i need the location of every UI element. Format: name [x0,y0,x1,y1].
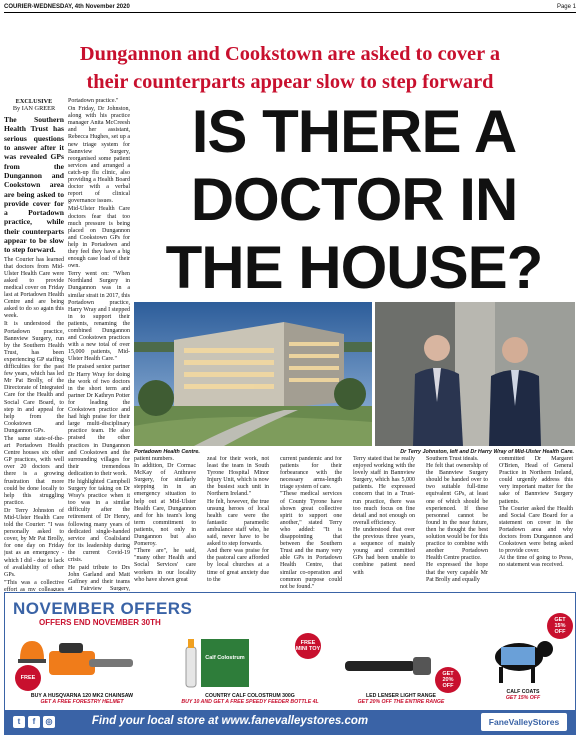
paragraph: The same state-of-the-art Portadown Health Centre houses six other GP practices, with well over 20 doctors and there is a growing frustration that more could be done locally to help this struggling practice. [4,435,64,506]
offer-name: BUY A HUSQVARNA 120 MK2 CHAINSAW [30,693,134,699]
paragraph: Terry went on: "When Northland Surgery in Dungannon was in a similar strait in 2017, this Portadown practice, Harry Wray and I stepped in to support their patients, renaming the combined Dungannon and Cookstown practices with a new total of over 15,000 patients, Mid-Ulster Health Care." [68,271,130,363]
offer-colostrum [165,693,335,705]
fifteen-percent-badge: GET 15% OFF [547,613,573,639]
paragraph: He highlighted Campbell Surgery for taking on Dr Wray's practice when it too was in a similar difficulty after the retirement of Dr Henry, following many years of dedicated single-handed service and Coalisland for its leadership during the current Covid-19 crisis. [68,478,130,563]
helmet-image [17,637,47,667]
chainsaw-image [45,633,135,685]
free-mini-toy-badge: FREE MINI TOY [295,633,321,659]
issue-date: COURIER-WEDNESDAY, 4th November 2020 [4,4,130,10]
lower-column-6: committed Dr Margaret O'Brien, Head of General Practice in Northern Ireland, could urgently address this very important matter for the sake of Bannview Surgery patients. The Courier asked the Health and Social Care Board for a statement on cover in the Portadown area and why doctors from Dungannon and Cookstown were being asked to provide cover. At the time of going to Press, no statement was received. [499,456,573,569]
page-number: Page 1 [556,4,576,10]
offer-detail: GET A FREE FORESTRY HELMET [40,699,124,705]
red-headline-line-1: Dungannon and Cookstown are asked to cover a [79,43,501,65]
lower-column-2: zeal for their work, not least the team in South Tyrone Hospital Minor Injury Unit, which is now the busiest such unit in Northern Ireland." He felt, however, the true unsung heroes of local health care were the fantastic paramedic ambulance staff who, he said, never have to be asked to step forwards. And there was praise for the pastoral care afforded by local churches at a time of great anxiety due to the [207,456,269,583]
paragraph: Dr Terry Johnston of Mid-Ulster Health Care told the Courier: "I was personally asked to cover, by Mr Pat Brolly, for one day on Friday just as an emergency - which I did - due to lack of availability of other GPs. [4,507,64,578]
paragraph: The Courier has learned that doctors from Mid-Ulster Health Care were asked to provide medical cover on Friday last at Portadown Health Centre and are being asked to do so again this week. [4,256,64,320]
doctors-photo [375,302,575,446]
main-headline-line-1: IS THERE A [191,98,517,165]
advert-title: NOVEMBER OFFERS [13,599,193,618]
paragraph: Portadown practice." [68,98,119,104]
main-headline-line-2: DOCTOR IN [190,166,518,233]
instagram-icon[interactable]: ◎ [43,716,55,728]
lower-column-3: current pandemic and for patients for their forbearance with the necessary arms-length triage system of care. "These medical services of County Tyrone have shown great collective spirit to support one another," stated Terry who added: "It is disappointing that between the Southern Trust and the many very able GPs in Portadown Health Centre, that similar co-operation and common purpose could not be found." [280,456,342,590]
paragraph: It is understood the Portadown practice, Bannview Surgery, run by the Southern Health Trust, has been experiencing GP staffing difficulties for the past few years, which has led Mr Pat Brolly, of the Directorate of Integrated Care for the Health and Social Care Board, to step in and appeal for help from the Cookstown and Dungannon GPs. [4,321,64,434]
main-headline [134,98,574,302]
advert-fane-valley[interactable] [4,592,576,735]
photo-caption-doctors: Dr Terry Johnston, left and Dr Harry Wray of Mid-Ulster Health Care. [400,449,574,455]
facebook-icon[interactable]: f [28,716,40,728]
health-centre-photo [134,302,372,446]
byline: By IAN GREER [12,105,56,113]
main-headline-line-3: THE HOUSE? [165,234,543,301]
twenty-percent-badge: GET 20% OFF [435,667,461,693]
offer-detail: BUY 10 AND GET A FREE SPEEDY FEEDER BOTTLE 4L [181,699,319,705]
store-finder-link[interactable]: Find your local store at www.fanevalleystores.com [91,715,369,727]
free-badge: FREE [15,665,41,691]
photo-caption-building: Portadown Health Centre. [134,449,200,455]
feeder-bottle-image [183,637,199,689]
paragraph: He praised senior partner Dr Harry Wray for doing the work of two doctors in the short term and partner Dr Kathryn Potter for leading the Cookstown practice and had high praise for their large multi-disciplinary practice team. He also praised the other practices in Dungannon and Cookstown and the surrounding villages for their tremendous dedication to their work. [68,364,130,477]
page-header-bar [4,2,576,13]
lower-column-4: Terry stated that he really enjoyed working with the lovely staff in Bannview Surgery, which has 5,000 patients. He expressed concern that in a Trust-run practice, there was too much focus on fine detail and not enough on overall efficiency. He understood that over the previous three years, a sequence of mainly young and committed GPs had been unable to combine patient need with [353,456,415,576]
paragraph: "This was a collective effort as my colleagues [4,579,64,591]
offer-detail: GET 20% OFF THE ENTIRE RANGE [357,699,445,705]
offer-name: LED LENSER LIGHT RANGE [365,693,437,699]
calf-image [483,629,555,687]
offer-name: CALF COATS [506,689,540,695]
twitter-icon[interactable]: t [13,716,25,728]
advert-footer [5,710,575,734]
article-column-2 [68,98,130,591]
paragraph: He paid tribute to Drs John Garland and Matt Gaffney and their teams at Fairview Surgery, [68,565,130,591]
exclusive-label: EXCLUSIVE [15,98,53,105]
red-headline-line-2: their counterparts appear slow to step forward [86,71,494,93]
offer-chainsaw [7,693,157,705]
lead-paragraph: The Southern Health Trust has serious questions to answer after it was revealed GPs from the Dungannon and Cookstown area are being asked to provide cover for a Portadown practice, while their counterparts appear to be slow to step forward. [4,115,64,255]
lower-column-5: Southern Trust ideals. He felt that ownership of the Bannview Surgery should be handed over to two suitable full-time equivalent GPs, at least one of which should be experienced. If these personnel cannot be found in the near future, then he thought the best solution would be for this practice to combine with another Portadown Health Centre practice. He expressed the hope that the very capable Mr Pat Brolly and equally [426,456,488,583]
red-headline [4,40,576,96]
paragraph: On Friday, Dr Johnston, along with his practice manager Anita McCreesh and her assistant, Rebecca Hughes, set up a new triage system for Bannview Surgery, reorganised some patient services and arranged a catch-up flu clinic, also providing a Health Board doctor with a verbal report of clinical governance issues. [68,106,130,205]
paragraph: Mid-Ulster Health Care doctors fear that too much pressure is being placed on Dungannon and Cookstown GPs for help in Portadown and they feel they have a big enough case load of their own. [68,206,130,270]
offer-name: COUNTRY CALF COLOSTRUM 300G [205,693,295,699]
offer-detail: GET 15% OFF [505,695,541,701]
fane-valley-logo: FaneValleyStores [481,713,567,731]
torch-image [339,645,439,685]
colostrum-pack: Calf Colostrum [201,639,249,687]
advert-subtitle: OFFERS END NOVEMBER 30TH [39,618,161,627]
lower-column-1: patient numbers. In addition, Dr Cormac McKay of Anthrave Surgery, for similarly stepping in in an emergency situation to help out at Mid-Ulster Health Care, Dungannon and for his team's long term commitment to patients, not only in Dungannon but also Pomeroy. "There are", he said, "many other Health and Social Services' care workers in our locality who have shown great [134,456,196,583]
offer-led-lenser [341,693,461,705]
offer-calf-coats [475,689,571,701]
article-column-1 [4,98,64,591]
